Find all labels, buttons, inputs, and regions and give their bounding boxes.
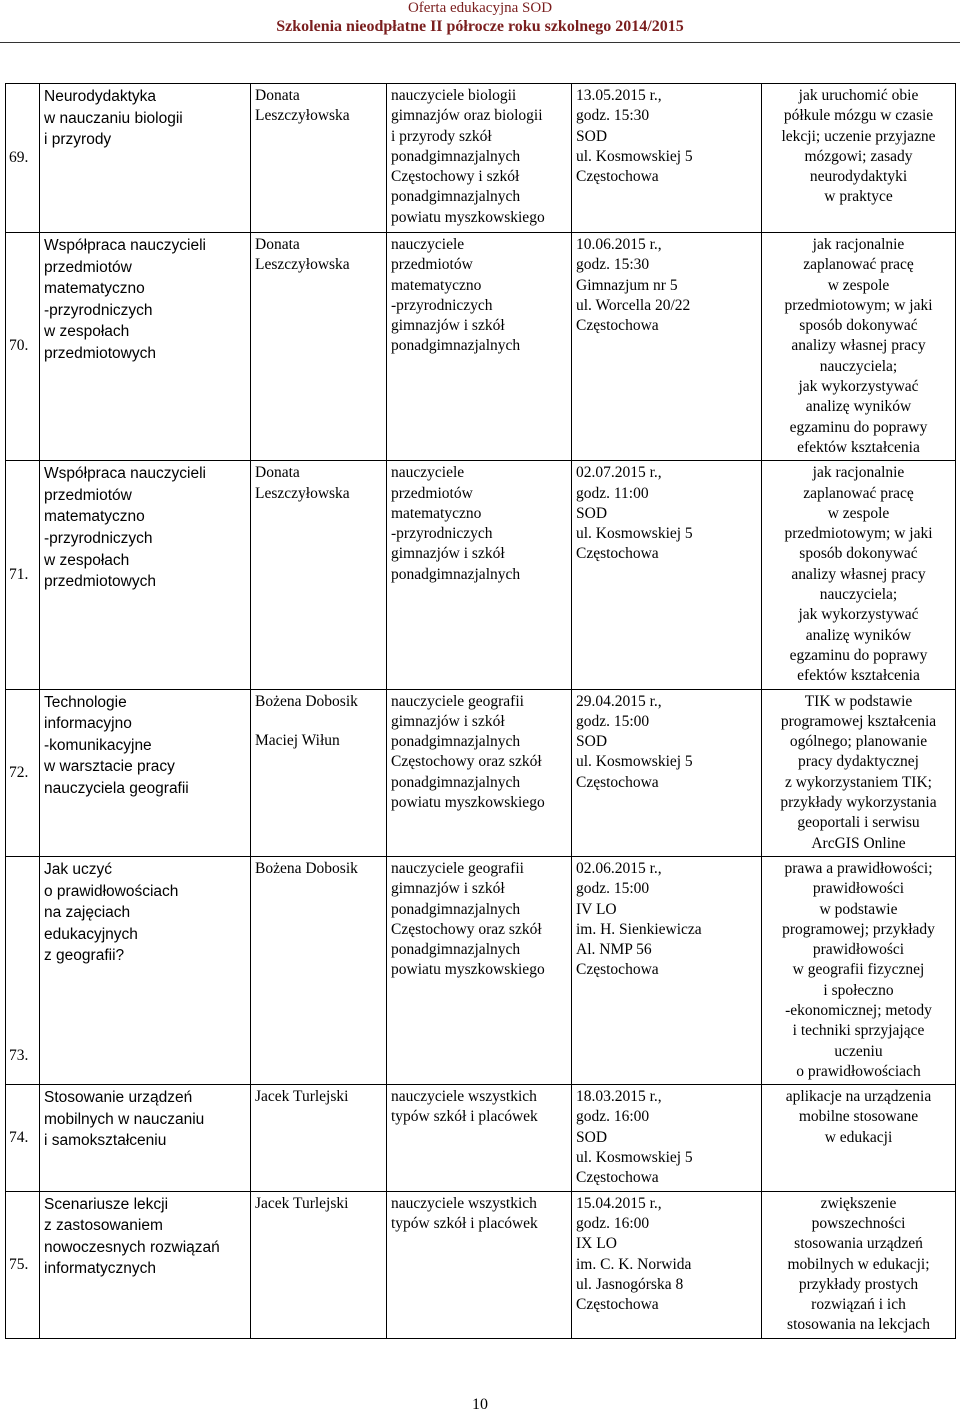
audience-text: nauczyciele geografii gimnazjów i szkół ponadgimnazjalnych Częstochowy oraz szkół ponadgimnazjalnych powiatu myszkowskiego xyxy=(391,859,545,979)
audience-text: nauczyciele biologii gimnazjów oraz biologii i przyrody szkół ponadgimnazjalnych Częstochowy i szkół ponadgimnazjalnych powiatu myszkowskiego xyxy=(391,87,545,226)
trainer-text: Jacek Turlejski xyxy=(255,1194,349,1212)
header-divider xyxy=(0,42,960,43)
row-number: 70. xyxy=(6,233,40,461)
row-number: 74. xyxy=(6,1085,40,1191)
row-number: 69. xyxy=(6,84,40,233)
audience-text: nauczyciele przedmiotów matematyczno -przyrodniczych gimnazjów i szkół ponadgimnazjalnych xyxy=(391,464,521,583)
goals-cell xyxy=(762,84,956,233)
audience-cell xyxy=(387,84,572,233)
trainer-text-2: Maciej Wiłun xyxy=(255,731,340,749)
table-row xyxy=(6,689,956,856)
goals-cell xyxy=(762,1191,956,1338)
topic-cell xyxy=(40,689,251,856)
table-row xyxy=(6,1191,956,1338)
goals-text: TIK w podstawie programowej kształcenia ogólnego; planowanie pracy dydaktycznej z wykorzystaniem TIK; przykłady wykorzystania geoportali i serwisu ArcGIS Online xyxy=(780,692,937,852)
goals-text: jak uruchomić obie półkule mózgu w czasie lekcji; uczenie przyjazne mózgowi; zasady neurodydaktyki w praktyce xyxy=(781,87,936,206)
trainer-text: Bożena Dobosik xyxy=(255,859,358,877)
date-place-text: 29.04.2015 r., godz. 15:00 SOD ul. Kosmowskiej 5 Częstochowa xyxy=(576,692,693,791)
audience-text: nauczyciele wszystkich typów szkół i placówek xyxy=(391,1194,538,1232)
trainer-text: Donata Leszczyłowska xyxy=(255,236,350,274)
date-place-text: 13.05.2015 r., godz. 15:30 SOD ul. Kosmowskiej 5 Częstochowa xyxy=(576,87,693,186)
goals-text: aplikacje na urządzenia mobilne stosowane w edukacji xyxy=(785,1088,932,1146)
topic-text: Scenariusze lekcji z zastosowaniem nowoczesnych rozwiązań informatycznych xyxy=(44,1195,220,1278)
row-number: 71. xyxy=(6,461,40,689)
date-place-cell xyxy=(572,689,762,856)
audience-cell xyxy=(387,233,572,461)
audience-cell xyxy=(387,461,572,689)
date-place-text: 18.03.2015 r., godz. 16:00 SOD ul. Kosmowskiej 5 Częstochowa xyxy=(576,1088,693,1187)
trainer-cell xyxy=(251,84,387,233)
topic-text: Jak uczyć o prawidłowościach na zajęciach edukacyjnych z geografii? xyxy=(44,860,179,965)
topic-cell xyxy=(40,1191,251,1338)
goals-cell xyxy=(762,233,956,461)
goals-cell xyxy=(762,689,956,856)
trainer-text: Jacek Turlejski xyxy=(255,1088,349,1106)
topic-text: Technologie informacyjno -komunikacyjne w warsztacie pracy nauczyciela geografii xyxy=(44,693,189,797)
table-row xyxy=(6,856,956,1084)
goals-cell xyxy=(762,461,956,689)
trainer-cell xyxy=(251,856,387,1084)
goals-cell xyxy=(762,1085,956,1191)
goals-text: jak racjonalnie zaplanować pracę w zespole przedmiotowym; w jaki sposób dokonywać analizy własnej pracy nauczyciela; jak wykorzystywać analizę wyników egzaminu do poprawy efektów kształcenia xyxy=(784,464,933,685)
trainer-cell xyxy=(251,1191,387,1338)
date-place-text: 02.07.2015 r., godz. 11:00 SOD ul. Kosmowskiej 5 Częstochowa xyxy=(576,464,693,563)
topic-text: Współpraca nauczycieli przedmiotów matematyczno -przyrodniczych w zespołach przedmiotowych xyxy=(44,237,206,362)
header-subtitle: Szkolenia nieodpłatne II półrocze roku szkolnego 2014/2015 xyxy=(276,18,684,35)
audience-cell xyxy=(387,856,572,1084)
topic-cell xyxy=(40,461,251,689)
audience-text: nauczyciele geografii gimnazjów i szkół ponadgimnazjalnych Częstochowy oraz szkół ponadgimnazjalnych powiatu myszkowskiego xyxy=(391,692,545,812)
table-row xyxy=(6,84,956,233)
trainer-text: Donata Leszczyłowska xyxy=(255,464,350,502)
trainer-text: Bożena Dobosik xyxy=(255,692,358,710)
goals-text: zwiększenie powszechności stosowania urządzeń mobilnych w edukacji; przykłady prostych rozwiązań i ich stosowania na lekcjach xyxy=(787,1194,930,1334)
page-number: 10 xyxy=(472,1396,488,1413)
row-number: 72. xyxy=(6,689,40,856)
audience-text: nauczyciele przedmiotów matematyczno -przyrodniczych gimnazjów i szkół ponadgimnazjalnych xyxy=(391,236,521,355)
row-number: 73. xyxy=(6,856,40,1084)
topic-cell xyxy=(40,1085,251,1191)
audience-cell xyxy=(387,1191,572,1338)
audience-cell xyxy=(387,689,572,856)
date-place-cell xyxy=(572,233,762,461)
topic-text: Współpraca nauczycieli przedmiotów matematyczno -przyrodniczych w zespołach przedmiotowych xyxy=(44,465,206,591)
date-place-cell xyxy=(572,856,762,1084)
date-place-cell xyxy=(572,461,762,689)
date-place-text: 10.06.2015 r., godz. 15:30 Gimnazjum nr 5 ul. Worcella 20/22 Częstochowa xyxy=(576,236,691,335)
trainer-cell xyxy=(251,461,387,689)
trainer-cell xyxy=(251,689,387,856)
audience-text: nauczyciele wszystkich typów szkół i placówek xyxy=(391,1088,538,1126)
topic-cell xyxy=(40,233,251,461)
date-place-text: 02.06.2015 r., godz. 15:00 IV LO im. H. Sienkiewicza Al. NMP 56 Częstochowa xyxy=(576,859,702,979)
topic-text: Neurodydaktyka w nauczaniu biologii i przyrody xyxy=(44,88,183,149)
trainer-cell xyxy=(251,233,387,461)
training-table xyxy=(5,83,956,1339)
topic-cell xyxy=(40,84,251,233)
trainer-text: Donata Leszczyłowska xyxy=(255,87,350,125)
audience-cell xyxy=(387,1085,572,1191)
table-row xyxy=(6,1085,956,1191)
row-number: 75. xyxy=(6,1191,40,1338)
date-place-cell xyxy=(572,1191,762,1338)
goals-text: jak racjonalnie zaplanować pracę w zespole przedmiotowym; w jaki sposób dokonywać analizy własnej pracy nauczyciela; jak wykorzystywać analizę wyników egzaminu do poprawy efektów kształcenia xyxy=(784,236,933,456)
table-row xyxy=(6,461,956,689)
date-place-cell xyxy=(572,84,762,233)
date-place-text: 15.04.2015 r., godz. 16:00 IX LO im. C. K. Norwida ul. Jasnogórska 8 Częstochowa xyxy=(576,1194,692,1314)
trainer-cell xyxy=(251,1085,387,1191)
topic-cell xyxy=(40,856,251,1084)
header-title: Oferta edukacyjna SOD xyxy=(407,0,553,16)
topic-text: Stosowanie urządzeń mobilnych w nauczaniu i samokształceniu xyxy=(44,1089,205,1150)
date-place-cell xyxy=(572,1085,762,1191)
table-row xyxy=(6,233,956,461)
goals-text: prawa a prawidłowości; prawidłowości w podstawie programowej; przykłady prawidłowości w geografii fizycznej i społeczno -ekonomicznej; metody i techniki sprzyjające uczeniu o prawidłowościach xyxy=(782,859,935,1080)
goals-cell xyxy=(762,856,956,1084)
